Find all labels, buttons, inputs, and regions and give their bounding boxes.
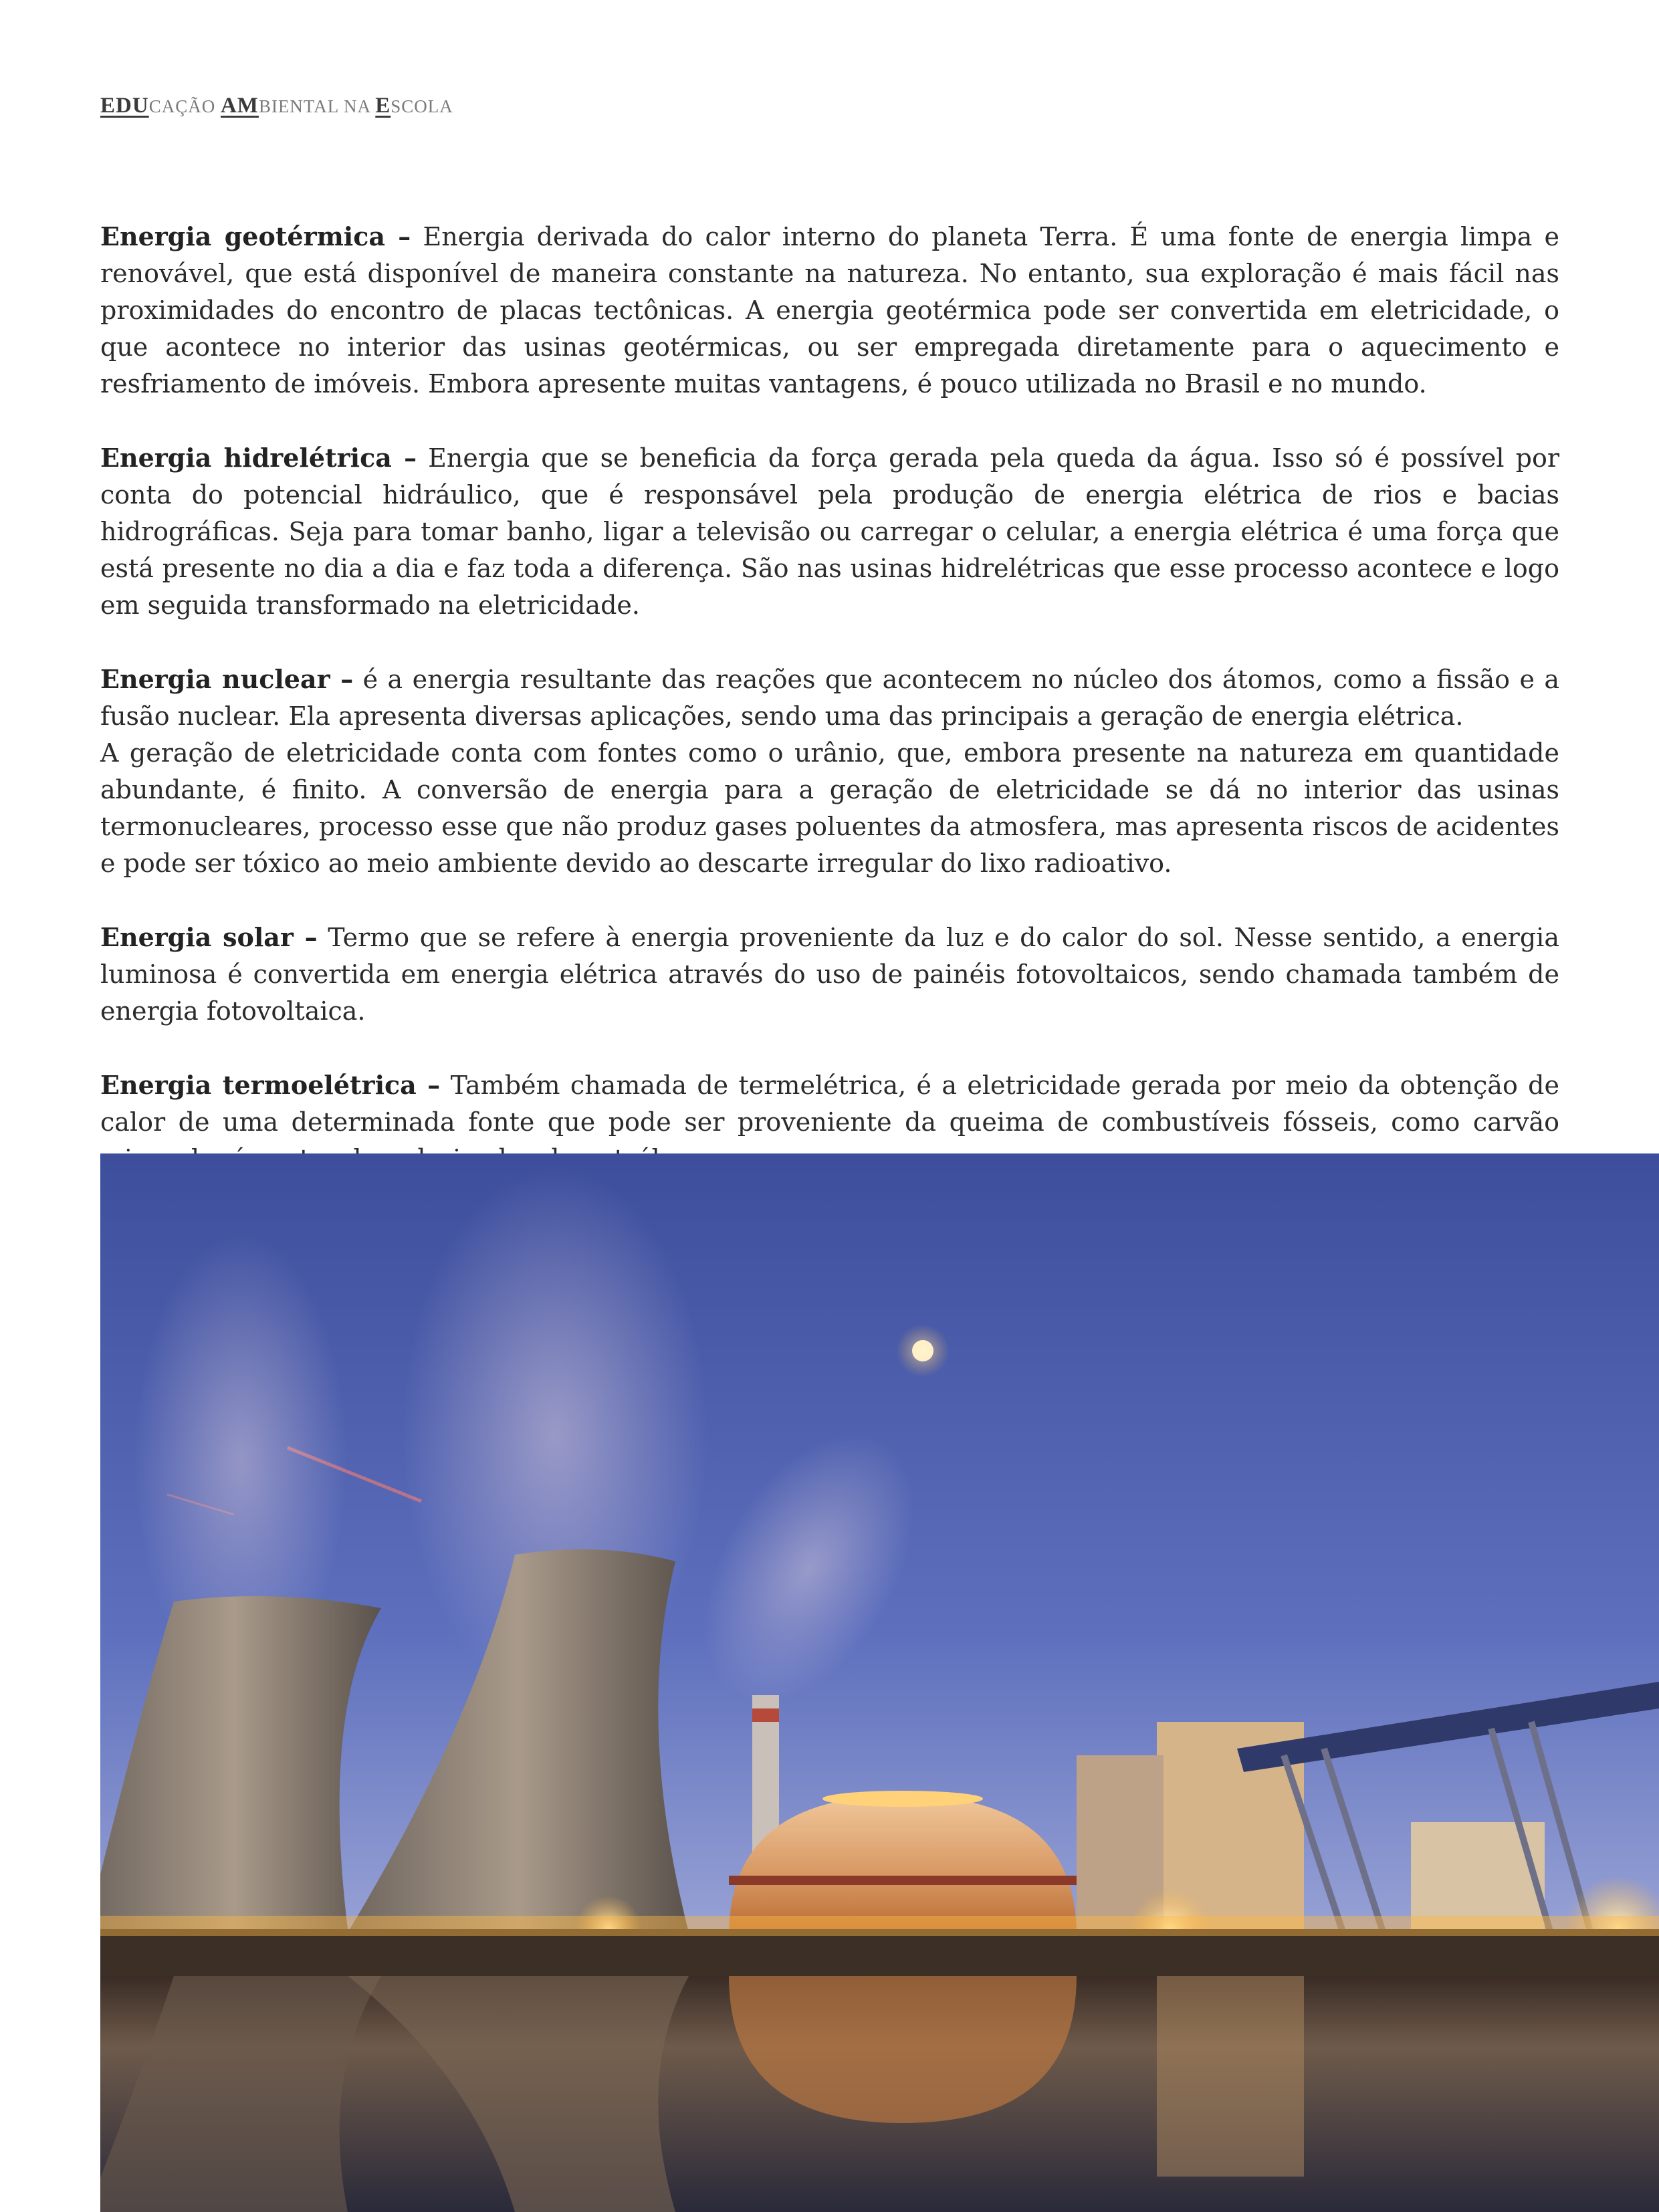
entry-text: Termo que se refere à energia proveniente da luz e do calor do sol. Nesse sentido, a energia luminosa é convertida em energia elétrica através do uso de painéis fotovoltaicos, sendo chamada também de energia fotovoltaica. xyxy=(100,923,1559,1026)
running-header xyxy=(100,94,453,118)
entry-continuation: A geração de eletricidade conta com fontes como o urânio, que, embora presente na natureza em quantidade abundante, é finito. A conversão de energia para a geração de eletricidade se dá no interior das usinas termonucleares, processo esse que não produz gases poluentes da atmosfera, mas apresenta riscos de acidentes e pode ser tóxico ao meio ambiente devido ao descarte irregular do lixo radioativo. xyxy=(100,738,1559,878)
header-cap-2: AM xyxy=(220,94,259,118)
entry-term: Energia termoelétrica – xyxy=(100,1070,441,1100)
entry-text: Energia que se beneficia da força gerada pela queda da água. Isso só é possível por conta do potencial hidráulico, que é responsável pela produção de energia elétrica de rios e bacias hidrográficas. Seja para tomar banho, ligar a televisão ou carregar o celular, a energia elétrica é uma força que está presente no dia a dia e faz toda a diferença. São nas usinas hidrelétricas que esse processo acontece e logo em seguida transformado na eletricidade. xyxy=(100,443,1559,620)
entry-term: Energia solar – xyxy=(100,922,318,952)
entry-text: Também chamada de termelétrica, é a eletricidade gerada por meio da obtenção de calor de uma determinada fonte que pode ser proveniente da queima de combustíveis fósseis, como carvão xyxy=(100,1071,1559,1137)
entry-text: Energia derivada do calor interno do planeta Terra. É uma fonte de energia limpa e renovável, que está disponível de maneira constante na natureza. No entanto, sua exploração é mais fácil nas proximidades do encontro de placas tectônicas. A energia geotérmica pode ser convertida em eletricidade, o que acontece no interior das usinas geotérmicas, ou ser empregada diretamente para o aquecimento e resfriamento de imóveis. Embora apresente muitas vantagens, é pouco utilizada no Brasil e no mundo. xyxy=(100,222,1559,399)
entry-term: Energia hidrelétrica – xyxy=(100,443,417,473)
header-rest-1: CAÇÃO xyxy=(148,96,221,116)
header-rest-3: SCOLA xyxy=(391,96,453,116)
power-plant-photo xyxy=(100,1153,1659,2212)
entry-geothermal xyxy=(100,218,1559,403)
entry-hydroelectric xyxy=(100,439,1559,624)
entry-solar xyxy=(100,919,1559,1030)
header-rest-2: BIENTAL NA xyxy=(258,96,376,116)
header-cap-3: E xyxy=(375,94,391,118)
main-content xyxy=(100,218,1559,1214)
entry-text: é a energia resultante das reações que acontecem no núcleo dos átomos, como a fissão e a fusão nuclear. Ela apresenta diversas aplicações, sendo uma das principais a geração de energia elétrica. xyxy=(100,665,1559,731)
entry-term: Energia nuclear – xyxy=(100,664,354,694)
header-cap-1: EDU xyxy=(100,94,149,118)
entry-nuclear xyxy=(100,661,1559,882)
entry-term: Energia geotérmica – xyxy=(100,221,411,251)
